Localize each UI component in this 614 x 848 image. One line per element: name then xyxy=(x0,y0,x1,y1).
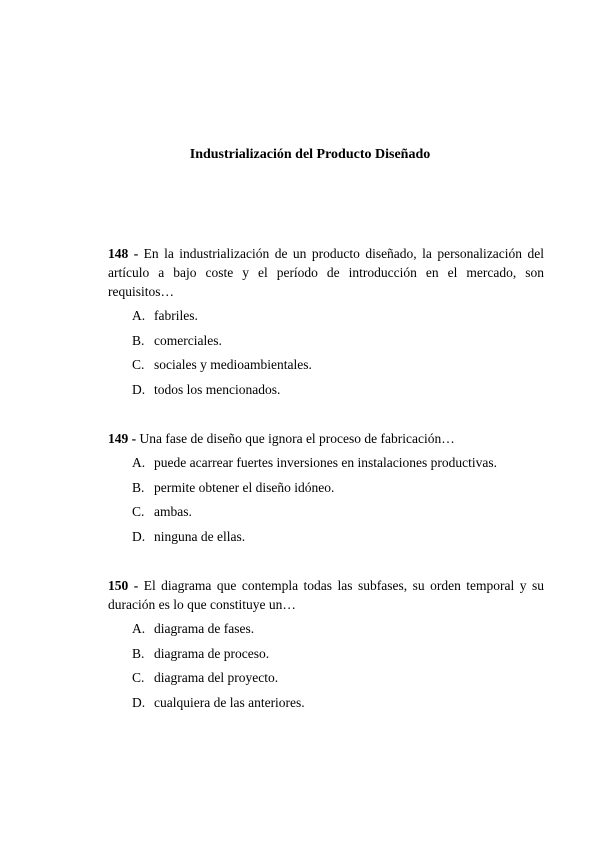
option-text: puede acarrear fuertes inversiones en instalaciones productivas. xyxy=(154,455,497,470)
option-text: ninguna de ellas. xyxy=(154,529,246,545)
answer-options xyxy=(108,451,544,550)
option-letter: D. xyxy=(132,695,146,711)
answer-options xyxy=(108,304,544,403)
option-letter: B. xyxy=(132,332,145,348)
answer-option-b xyxy=(132,476,544,501)
question-148 xyxy=(108,244,544,403)
option-letter: C. xyxy=(132,670,145,686)
option-letter: D. xyxy=(132,529,146,545)
option-text: diagrama del proyecto. xyxy=(154,670,279,686)
question-number: 148 xyxy=(108,246,129,261)
question-number: 149 xyxy=(108,431,129,446)
option-text: diagrama de proceso. xyxy=(154,645,270,661)
option-text: fabriles. xyxy=(154,308,198,323)
question-separator: - xyxy=(128,578,144,593)
answer-option-a xyxy=(132,304,544,329)
option-text: cualquiera de las anteriores. xyxy=(154,695,305,711)
option-letter: B. xyxy=(132,645,145,661)
question-stem xyxy=(108,244,544,301)
answer-option-a xyxy=(132,617,544,642)
page-title: Industrialización del Producto Diseñado xyxy=(189,147,431,162)
option-letter: A. xyxy=(132,455,146,470)
question-separator: - xyxy=(128,431,140,446)
answer-options xyxy=(108,617,544,716)
option-text: todos los mencionados. xyxy=(154,382,281,398)
answer-option-b xyxy=(132,642,544,667)
answer-option-c xyxy=(132,353,544,378)
question-149 xyxy=(108,429,544,550)
question-150 xyxy=(108,576,544,716)
answer-option-d xyxy=(132,691,544,716)
option-letter: C. xyxy=(132,357,145,373)
answer-option-c xyxy=(132,500,544,525)
option-letter: C. xyxy=(132,504,145,520)
option-text: sociales y medioambientales. xyxy=(154,357,312,373)
question-text: Una fase de diseño que ignora el proceso de fabricación… xyxy=(139,431,455,446)
answer-option-d xyxy=(132,525,544,550)
question-stem xyxy=(108,576,544,614)
option-letter: A. xyxy=(132,308,146,323)
answer-option-d xyxy=(132,378,544,403)
answer-option-c xyxy=(132,666,544,691)
question-separator: - xyxy=(128,246,144,261)
question-text: El diagrama que contempla todas las subfases, su orden temporal y su duración es lo que constituye un… xyxy=(108,578,544,612)
question-stem xyxy=(108,429,544,448)
question-number: 150 xyxy=(108,578,129,593)
answer-option-b xyxy=(132,329,544,354)
option-letter: B. xyxy=(132,479,145,495)
option-text: diagrama de fases. xyxy=(154,621,255,636)
option-letter: A. xyxy=(132,621,146,636)
answer-option-a xyxy=(132,451,544,476)
option-text: comerciales. xyxy=(154,332,222,348)
option-letter: D. xyxy=(132,382,146,398)
question-text: En la industrialización de un producto diseñado, la personalización del artículo a bajo coste y el período de introducción en el mercado, son requisitos… xyxy=(108,246,544,299)
option-text: permite obtener el diseño idóneo. xyxy=(154,479,335,495)
option-text: ambas. xyxy=(154,504,192,520)
